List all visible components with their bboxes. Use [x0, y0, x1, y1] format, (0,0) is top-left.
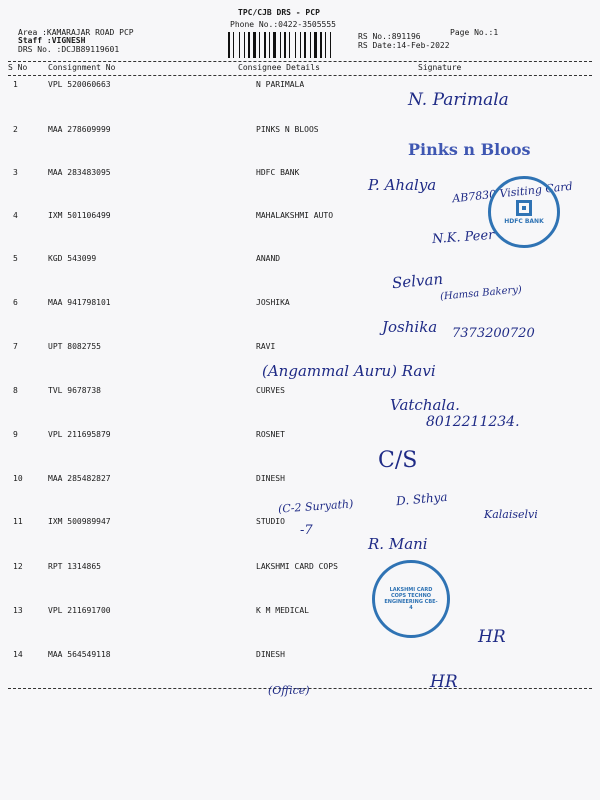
signature-row-2: Pinks n Bloos	[408, 140, 531, 159]
row-consignment: MAA 278609999	[48, 125, 111, 134]
signature-row-11-extra: Kalaiselvi	[484, 508, 538, 521]
signature-row-7: (Angammal Auru) Ravi	[262, 362, 436, 380]
table-row	[8, 254, 588, 266]
table-row	[8, 125, 588, 137]
signature-row-4: N.K. Peer	[431, 227, 495, 248]
row-sno: 11	[13, 517, 23, 526]
table-row	[8, 386, 588, 398]
row-consignment: MAA 564549118	[48, 650, 111, 659]
row-consignment: MAA 285482827	[48, 474, 111, 483]
signature-row-14: HR	[430, 672, 458, 692]
signature-row-5-note: (Hamsa Bakery)	[439, 284, 523, 303]
signature-row-11-name: R. Mani	[368, 535, 428, 553]
signature-row-6-phone: 7373200720	[452, 326, 535, 341]
lakshmi-stamp	[372, 560, 450, 638]
row-consignment: RPT 1314865	[48, 562, 101, 571]
signature-row-8-phone: 8012211234.	[426, 414, 520, 430]
barcode	[228, 32, 353, 58]
signature-row-11: D. Sthya	[395, 489, 449, 509]
page-number: Page No.:1	[450, 28, 499, 37]
table-row	[8, 430, 588, 442]
row-consignee: N PARIMALA	[256, 80, 305, 89]
document-title: TPC/CJB DRS - PCP	[238, 8, 320, 17]
col-consignment: Consignment No	[48, 63, 116, 72]
signature-row-6: Joshika	[382, 318, 438, 336]
column-divider	[8, 75, 592, 76]
row-sno: 2	[13, 125, 18, 134]
signature-row-11-mark: -7	[300, 523, 313, 538]
row-consignee: PINKS N BLOOS	[256, 125, 319, 134]
rs-number: RS No.:891196	[358, 32, 421, 41]
rs-date: RS Date:14-Feb-2022	[358, 41, 450, 50]
col-signature: Signature	[418, 63, 462, 72]
row-consignment: MAA 283483095	[48, 168, 111, 177]
hdfc-stamp-text: HDFC BANK	[504, 217, 544, 225]
row-consignee: JOSHIKA	[256, 298, 290, 307]
row-consignee: ANAND	[256, 254, 281, 263]
table-row	[8, 606, 588, 618]
staff-label: Staff :VIGNESH	[18, 36, 86, 45]
area-label: Area :KAMARAJAR ROAD PCP	[18, 28, 134, 37]
row-sno: 3	[13, 168, 18, 177]
signature-row-8: Vatchala.	[390, 396, 460, 414]
hdfc-stamp	[488, 176, 560, 248]
row-consignee: STUDIO	[256, 517, 285, 526]
row-sno: 6	[13, 298, 18, 307]
signature-row-3: P. Ahalya	[368, 176, 437, 194]
signature-row-9: C/S	[378, 448, 418, 473]
signature-row-3-note: AB7830 Visiting Card	[451, 179, 574, 206]
table-row	[8, 298, 588, 310]
row-consignee: K M MEDICAL	[256, 606, 309, 615]
signature-row-1: N. Parimala	[408, 90, 509, 110]
signature-row-11-note: (C-2 Suryath)	[277, 497, 354, 516]
row-consignment: TVL 9678738	[48, 386, 101, 395]
drs-number: DRS No. :DCJB89119601	[18, 45, 120, 54]
row-sno: 1	[13, 80, 18, 89]
hdfc-logo-icon	[516, 200, 532, 216]
row-consignment: IXM 501106499	[48, 211, 111, 220]
row-sno: 5	[13, 254, 18, 263]
table-row	[8, 342, 588, 354]
row-consignee: CURVES	[256, 386, 285, 395]
row-consignee: DINESH	[256, 650, 285, 659]
row-sno: 13	[13, 606, 23, 615]
row-consignment: MAA 941798101	[48, 298, 111, 307]
row-sno: 14	[13, 650, 23, 659]
row-consignment: KGD 543099	[48, 254, 97, 263]
lakshmi-stamp-text: LAKSHMI CARD COPS TECHNO ENGINEERING CBE-4	[384, 587, 438, 611]
row-sno: 12	[13, 562, 23, 571]
row-consignment: VPL 211691700	[48, 606, 111, 615]
row-consignee: MAHALAKSHMI AUTO	[256, 211, 334, 220]
col-sno: S No	[8, 63, 28, 72]
row-consignee: HDFC BANK	[256, 168, 300, 177]
row-consignee: LAKSHMI CARD COPS	[256, 562, 338, 571]
signature-row-13: HR	[478, 627, 506, 647]
table-row	[8, 562, 588, 574]
row-sno: 4	[13, 211, 18, 220]
phone-number: Phone No.:0422-3505555	[230, 20, 336, 29]
row-consignment: UPT 8082755	[48, 342, 101, 351]
table-row	[8, 474, 588, 486]
row-consignee: RAVI	[256, 342, 276, 351]
row-consignment: IXM 500989947	[48, 517, 111, 526]
signature-row-5: Selvan	[391, 269, 444, 293]
row-sno: 7	[13, 342, 18, 351]
table-row	[8, 650, 588, 662]
row-sno: 10	[13, 474, 23, 483]
row-consignment: VPL 520060663	[48, 80, 111, 89]
table-row	[8, 168, 588, 180]
signature-row-14-note: (Office)	[268, 684, 310, 697]
header-divider	[8, 61, 592, 62]
row-sno: 8	[13, 386, 18, 395]
row-consignment: VPL 211695879	[48, 430, 111, 439]
row-sno: 9	[13, 430, 18, 439]
row-consignee: ROSNET	[256, 430, 285, 439]
row-consignee: DINESH	[256, 474, 285, 483]
col-consignee: Consignee Details	[238, 63, 320, 72]
column-headers	[8, 63, 588, 75]
